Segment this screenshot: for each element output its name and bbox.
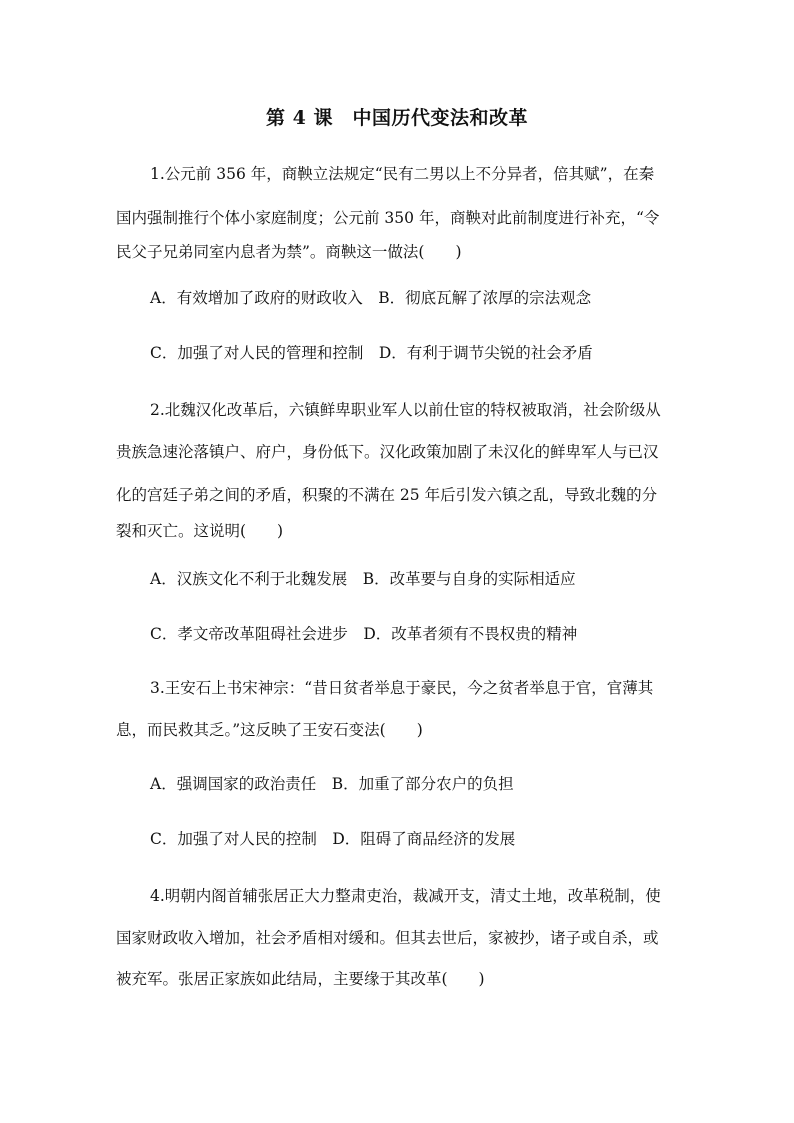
question-3-options-cd: C．加强了对人民的控制 D．阻碍了商品经济的发展 [150,830,516,848]
question-3-options-ab: A．强调国家的政治责任 B．加重了部分农户的负担 [150,775,514,793]
question-4-line-2: 国家财政收入增加，社会矛盾相对缓和。但其去世后，家被抄，诸子或自杀，或 [116,929,659,947]
question-1-options-ab: A．有效增加了政府的财政收入 B．彻底瓦解了浓厚的宗法观念 [150,289,592,307]
question-3-line-2: 息，而民救其乏。”这反映了王安石变法( ) [116,721,423,739]
question-4-line-1: 4.明朝内阁首辅张居正大力整肃吏治，裁减开支，清丈土地，改革税制，使 [150,887,661,905]
question-2-line-2: 贵族急速沦落镇户、府户，身份低下。汉化政策加剧了未汉化的鲜卑军人与已汉 [116,443,659,461]
question-1-options-cd: C．加强了对人民的管理和控制 D．有利于调节尖锐的社会矛盾 [150,344,593,362]
question-3-line-1: 3.王安石上书宋神宗：“昔日贫者举息于豪民，今之贫者举息于官，官薄其 [150,679,654,697]
question-1-line-2: 国内强制推行个体小家庭制度；公元前 350 年，商鞅对此前制度进行补充，“令 [116,209,660,227]
question-2-options-cd: C．孝文帝改革阻碍社会进步 D．改革者须有不畏权贵的精神 [150,625,578,643]
question-1-line-3: 民父子兄弟同室内息者为禁”。商鞅这一做法( ) [116,243,462,261]
question-1-line-1: 1.公元前 356 年，商鞅立法规定“民有二男以上不分异者，倍其赋”，在秦 [150,165,655,183]
question-4-line-3: 被充军。张居正家族如此结局，主要缘于其改革( ) [116,970,485,988]
page-title: 第 4 课 中国历代变法和改革 [266,107,528,129]
question-2-line-4: 裂和灭亡。这说明( ) [116,522,284,540]
question-2-line-1: 2.北魏汉化改革后，六镇鲜卑职业军人以前仕宦的特权被取消，社会阶级从 [150,401,661,419]
question-2-options-ab: A．汉族文化不利于北魏发展 B．改革要与自身的实际相适应 [150,570,576,588]
question-2-line-3: 化的宫廷子弟之间的矛盾，积聚的不满在 25 年后引发六镇之乱，导致北魏的分 [116,486,658,504]
